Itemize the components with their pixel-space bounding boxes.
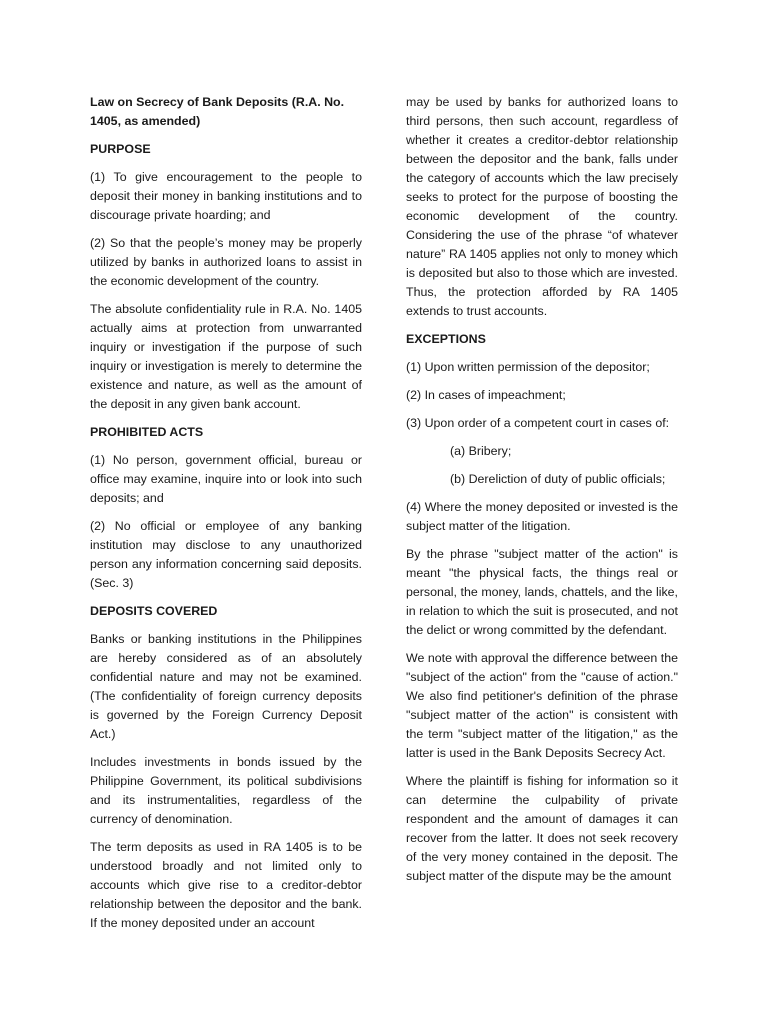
exception-2: (2) In cases of impeachment;	[406, 388, 566, 402]
right-column	[406, 93, 678, 895]
exception-3: (3) Upon order of a competent court in cases of:	[406, 416, 670, 430]
approval-note: We note with approval the difference between the "subject of the action" from the "cause of action." We also find petitioner's definition of the phrase "subject matter of the action" is consistent with the term "subject matter of the litigation," as the latter is used in the Bank Deposits Secrecy Act.	[406, 651, 678, 760]
deposits-covered-paragraph-1: Banks or banking institutions in the Philippines are hereby considered as of an absolutely confidential nature and may not be examined. (The confidentiality of foreign currency deposits is governed by the Foreign Currency Deposit Act.)	[90, 632, 362, 741]
exceptions-heading: EXCEPTIONS	[406, 332, 486, 346]
prohibited-acts-heading: PROHIBITED ACTS	[90, 425, 204, 439]
deposits-covered-heading: DEPOSITS COVERED	[90, 604, 218, 618]
purpose-heading: PURPOSE	[90, 142, 151, 156]
exception-1: (1) Upon written permission of the depositor;	[406, 360, 650, 374]
deposits-covered-paragraph-2: Includes investments in bonds issued by the Philippine Government, its political subdivisions and its instrumentalities, regardless of the currency of denomination.	[90, 755, 362, 826]
exception-4: (4) Where the money deposited or invested is the subject matter of the litigation.	[406, 500, 678, 533]
exception-3a: (a) Bribery;	[450, 444, 512, 458]
left-column	[90, 93, 362, 942]
purpose-item-2: (2) So that the people’s money may be properly utilized by banks in authorized loans to assist in the economic development of the country.	[90, 236, 362, 288]
purpose-item-1: (1) To give encouragement to the people to deposit their money in banking institutions and to discourage private hoarding; and	[90, 170, 362, 222]
prohibited-act-1: (1) No person, government official, bureau or office may examine, inquire into or look into such deposits; and	[90, 453, 362, 505]
document-title: Law on Secrecy of Bank Deposits (R.A. No. 1405, as amended)	[90, 95, 345, 128]
continuation-paragraph: may be used by banks for authorized loans to third persons, then such account, regardless of whether it creates a creditor-debtor relationship between the depositor and the bank, falls under the category of accounts which the law precisely seeks to protect for the purpose of boosting the economic development of the country. Considering the use of the phrase “of whatever nature” RA 1405 applies not only to money which is deposited but also to those which are invested. Thus, the protection afforded by RA 1405 extends to trust accounts.	[406, 95, 678, 318]
deposits-covered-paragraph-3: The term deposits as used in RA 1405 is to be understood broadly and not limited only to accounts which give rise to a creditor-debtor relationship between the depositor and the bank. If the money deposited under an account	[90, 840, 362, 930]
fishing-note: Where the plaintiff is fishing for information so it can determine the culpability of private respondent and the amount of damages it can recover from the latter. It does not seek recovery of the very money contained in the deposit. The subject matter of the dispute may be the amount	[406, 774, 678, 883]
exception-3b: (b) Dereliction of duty of public officials;	[450, 472, 666, 486]
prohibited-act-2: (2) No official or employee of any banking institution may disclose to any unauthorized person any information concerning said deposits. (Sec. 3)	[90, 519, 362, 590]
confidentiality-rule-paragraph: The absolute confidentiality rule in R.A. No. 1405 actually aims at protection from unwarranted inquiry or investigation if the purpose of such inquiry or investigation is merely to determine the existence and nature, as well as the amount of the deposit in any given bank account.	[90, 302, 362, 411]
subject-matter-definition: By the phrase "subject matter of the action" is meant "the physical facts, the things real or personal, the money, lands, chattels, and the like, in relation to which the suit is prosecuted, and not the delict or wrong committed by the defendant.	[406, 547, 678, 637]
